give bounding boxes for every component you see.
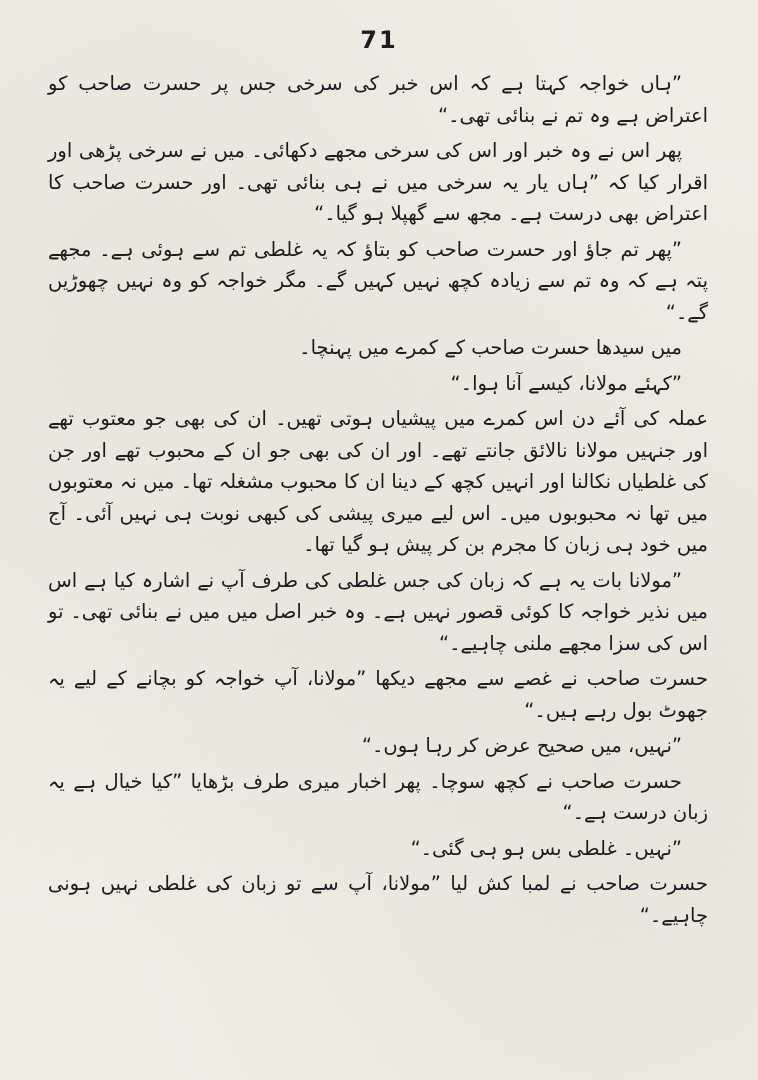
paragraph: ”ہاں خواجہ کہتا ہے کہ اس خبر کی سرخی جس پر حسرت صاحب کو اعتراض ہے وہ تم نے بنائی تھی۔“ [48, 72, 708, 127]
paragraph: ”کہئے مولانا، کیسے آنا ہوا۔“ [450, 371, 682, 395]
paragraph: ”مولانا بات یہ ہے کہ زبان کی جس غلطی کی طرف آپ نے اشارہ کیا ہے اس میں نذیر خواجہ کا کوئی قصور نہیں ہے۔ وہ خبر اصل میں میں نے بنائی تھی۔ تو اس کی سزا مجھے ملنی چاہیے۔“ [48, 568, 708, 655]
paragraph: حسرت صاحب نے لمبا کش لیا ”مولانا، آپ سے تو زبان کی غلطی نہیں ہونی چاہیے۔“ [48, 872, 708, 927]
paragraph: میں سیدھا حسرت صاحب کے کمرے میں پہنچا۔ [299, 336, 682, 359]
paragraph: حسرت صاحب نے غصے سے مجھے دیکھا ”مولانا، آپ خواجہ کو بچانے کے لیے یہ جھوٹ بول رہے ہیں۔“ [48, 667, 708, 722]
paragraph: ”پھر تم جاؤ اور حسرت صاحب کو بتاؤ کہ یہ غلطی تم سے ہوئی ہے۔ مجھے پتہ ہے کہ وہ تم سے زیادہ کچھ نہیں کہیں گے۔ مگر خواجہ کو وہ نہیں چھوڑیں گے۔“ [48, 237, 708, 324]
paragraph: ”نہیں، میں صحیح عرض کر رہا ہوں۔“ [361, 734, 682, 757]
paragraph: ”نہیں۔ غلطی بس ہو ہی گئی۔“ [410, 836, 682, 860]
paragraph: عملہ کی آئے دن اس کمرے میں پیشیاں ہوتی تھیں۔ ان کی بھی جو معتوب تھے اور جنہیں مولانا نالائق جانتے تھے۔ اور ان کی بھی جو ان کے محبوب تھے اور جن کی غلطیاں نکالنا اور انہیں کچھ کے دینا ان کا محبوب مشغلہ تھا۔ میں نہ معتوبوں میں تھا نہ محبوبوں میں۔ اس لیے میری پیشی کی کبھی نوبت ہی نہیں آئی۔ آج میں خود ہی زبان کا مجرم بن کر پیش ہو گیا تھا۔ [48, 407, 708, 556]
body-text [48, 68, 708, 935]
paragraph: حسرت صاحب نے کچھ سوچا۔ پھر اخبار میری طرف بڑھایا ”کیا خیال ہے یہ زبان درست ہے۔“ [48, 769, 708, 824]
page-number: 71 [360, 26, 398, 54]
paragraph: پھر اس نے وہ خبر اور اس کی سرخی مجھے دکھائی۔ میں نے سرخی پڑھی اور اقرار کیا کہ ”ہاں یار یہ سرخی میں نے ہی بنائی تھی۔ اور حسرت صاحب کا اعتراض بھی درست ہے۔ مجھ سے گھپلا ہو گیا۔“ [48, 139, 708, 225]
